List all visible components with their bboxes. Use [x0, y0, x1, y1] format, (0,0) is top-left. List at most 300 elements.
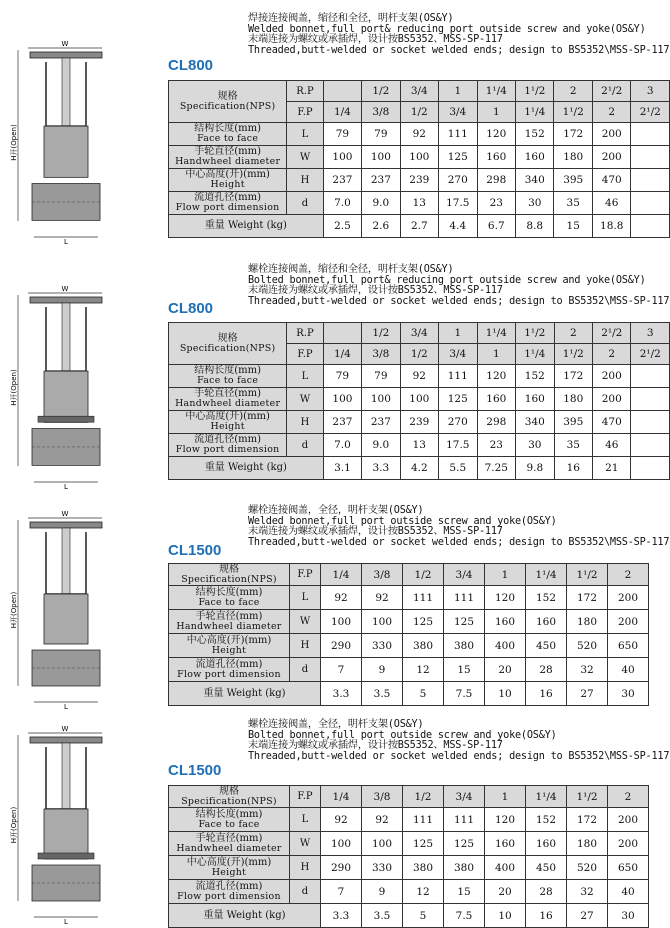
value-cell: 200	[608, 808, 649, 832]
value-cell: 152	[526, 586, 567, 610]
value-cell: 237	[323, 169, 361, 192]
fp-size-cell: 1/4	[323, 344, 361, 365]
value-cell	[631, 388, 670, 411]
value-cell: 152	[516, 123, 554, 146]
rp-size-cell: 3/4	[400, 323, 438, 344]
spec-data-row	[169, 434, 670, 457]
bonnet-shape	[44, 809, 88, 859]
spec-data-row	[169, 634, 649, 658]
value-cell: 100	[362, 832, 403, 856]
empty-cell	[631, 457, 670, 480]
value-cell: 160	[516, 388, 554, 411]
fp-size-cell: 1¹/2	[567, 786, 608, 808]
value-cell: 200	[593, 388, 631, 411]
value-cell: 12	[403, 658, 444, 682]
weight-value-cell: 9.8	[516, 457, 554, 480]
dimension-l-label: L	[64, 918, 68, 925]
row-label-cell	[169, 808, 290, 832]
value-cell: 200	[592, 123, 631, 146]
value-cell: 395	[554, 169, 592, 192]
fp-size-cell: 1/4	[323, 102, 361, 123]
value-cell: 92	[362, 586, 403, 610]
value-cell: 237	[323, 411, 361, 434]
rp-row	[169, 81, 670, 102]
weight-value-cell: 16	[526, 904, 567, 928]
row-label-en: Height	[211, 644, 247, 656]
fp-size-cell: 1¹/4	[526, 564, 567, 586]
row-symbol-cell: L	[290, 586, 321, 610]
rp-size-cell: 2	[554, 81, 592, 102]
dimension-h-label: H开(Open)	[10, 124, 18, 161]
spec-cn: 规格	[219, 785, 239, 797]
value-cell: 30	[516, 434, 554, 457]
handwheel-shape	[30, 52, 102, 58]
fp-size-cell: 3/4	[439, 344, 478, 365]
value-cell: 200	[592, 146, 631, 169]
fp-size-cell: 3/4	[439, 102, 478, 123]
valve-drawing	[6, 725, 124, 925]
value-cell: 298	[477, 411, 516, 434]
value-cell: 100	[362, 388, 400, 411]
value-cell: 13	[400, 192, 438, 215]
row-label-cell	[169, 586, 290, 610]
value-cell: 79	[362, 123, 400, 146]
row-label-en: Handwheel diameter	[176, 842, 282, 854]
value-cell: 160	[477, 146, 515, 169]
spec-data-row	[169, 880, 649, 904]
row-label-en: Flow port dimension	[177, 668, 281, 680]
rp-size-cell: 1¹/4	[477, 323, 516, 344]
header-line: 螺栓连接阀盖，全径，明杆支架(OS&Y)	[248, 719, 424, 730]
value-cell: 650	[608, 634, 649, 658]
row-symbol-cell: W	[290, 610, 321, 634]
value-cell: 470	[592, 169, 631, 192]
stem-shape	[62, 303, 70, 375]
value-cell: 40	[608, 658, 649, 682]
value-cell: 28	[526, 658, 567, 682]
value-cell: 17.5	[439, 434, 478, 457]
weight-value-cell: 3.1	[323, 457, 361, 480]
header-line: 螺栓连接阀盖，缩径和全径，明杆支架(OS&Y)	[248, 264, 454, 275]
weight-value-cell: 6.7	[477, 215, 515, 238]
row-symbol-cell: d	[290, 658, 321, 682]
stem-shape	[62, 743, 70, 813]
fp-size-cell: 1	[477, 344, 516, 365]
value-cell: 100	[323, 146, 361, 169]
header-line: 末端连接为螺纹或承插焊，设计按BS5352、MSS-SP-117	[248, 740, 503, 752]
row-label-cn: 手轮直径(mm)	[194, 146, 262, 157]
valve-drawing	[6, 285, 124, 490]
row-label-cell	[169, 880, 290, 904]
value-cell: 79	[323, 365, 361, 388]
row-label-cell	[169, 856, 290, 880]
fp-size-cell: 3/4	[444, 564, 485, 586]
value-cell: 380	[403, 856, 444, 880]
row-label-en: Height	[210, 179, 245, 190]
value-cell: 180	[567, 832, 608, 856]
spec-data-row	[169, 192, 670, 215]
value-cell: 290	[321, 856, 362, 880]
row-label-cn: 结构长度(mm)	[194, 365, 262, 376]
fp-row	[169, 786, 649, 808]
value-cell: 100	[362, 610, 403, 634]
value-cell: 180	[554, 146, 592, 169]
spec-table	[168, 322, 670, 480]
weight-value-cell: 15	[554, 215, 592, 238]
spec-en: Specification(NPS)	[179, 100, 276, 112]
value-cell: 160	[477, 388, 516, 411]
section-header	[248, 720, 669, 762]
value-cell: 160	[526, 832, 567, 856]
fp-size-cell: 3/8	[362, 344, 400, 365]
spec-data-row	[169, 832, 649, 856]
row-symbol-cell: d	[290, 880, 321, 904]
value-cell: 28	[526, 880, 567, 904]
row-label-cn: 中心高度(开)(mm)	[186, 856, 272, 868]
weight-value-cell: 18.8	[592, 215, 631, 238]
row-label-cell	[169, 123, 287, 146]
rp-size-cell: 1¹/4	[477, 81, 515, 102]
weight-value-cell: 16	[526, 682, 567, 706]
weight-value-cell: 4.4	[439, 215, 478, 238]
value-cell: 100	[321, 610, 362, 634]
row-label-en: Face to face	[198, 596, 260, 608]
fp-size-cell: 1¹/4	[516, 344, 554, 365]
value-cell: 180	[554, 388, 592, 411]
value-cell: 125	[444, 832, 485, 856]
row-label-cn: 结构长度(mm)	[195, 808, 263, 820]
row-label-cn: 流道孔径(mm)	[195, 880, 263, 892]
value-cell: 450	[526, 634, 567, 658]
weight-value-cell: 7.5	[444, 904, 485, 928]
spec-data-row	[169, 856, 649, 880]
fp-size-cell: 1/2	[403, 786, 444, 808]
value-cell: 125	[439, 146, 478, 169]
spec-data-row	[169, 658, 649, 682]
weight-value-cell: 3.3	[321, 682, 362, 706]
row-label-cn: 中心高度(开)(mm)	[186, 634, 272, 646]
weight-value-cell: 10	[485, 904, 526, 928]
weight-value-cell: 3.3	[362, 457, 400, 480]
value-cell: 650	[608, 856, 649, 880]
value-cell: 111	[444, 586, 485, 610]
row-label-cn: 中心高度(开)(mm)	[185, 169, 270, 180]
rp-size-cell: 2	[554, 323, 592, 344]
value-cell: 180	[567, 610, 608, 634]
row-label-cn: 结构长度(mm)	[194, 123, 262, 134]
row-symbol-cell: W	[287, 388, 323, 411]
fp-size-cell: 1¹/2	[567, 564, 608, 586]
value-cell: 239	[400, 169, 438, 192]
row-label-cell	[169, 192, 287, 215]
fp-size-cell: 3/4	[444, 786, 485, 808]
weight-label-cell: 重量 Weight (kg)	[169, 215, 324, 238]
row-symbol-cell: W	[287, 146, 323, 169]
value-cell: 17.5	[439, 192, 478, 215]
rp-size-cell: 1¹/2	[516, 81, 554, 102]
value-cell: 7	[321, 658, 362, 682]
value-cell	[631, 146, 670, 169]
value-cell: 20	[485, 880, 526, 904]
fp-size-cell: 2	[608, 786, 649, 808]
fp-label: F.P	[290, 564, 321, 586]
weight-value-cell: 27	[567, 682, 608, 706]
fp-size-cell: 2	[592, 102, 631, 123]
spec-data-row	[169, 169, 670, 192]
fp-label: F.P	[287, 102, 323, 123]
value-cell: 152	[526, 808, 567, 832]
row-symbol-cell: L	[290, 808, 321, 832]
row-label-cell	[169, 610, 290, 634]
value-cell: 520	[567, 634, 608, 658]
row-label-cell	[169, 411, 287, 434]
value-cell	[631, 365, 670, 388]
value-cell: 120	[477, 365, 516, 388]
row-label-en: Face to face	[197, 375, 259, 386]
spec-data-row	[169, 610, 649, 634]
rp-size-cell	[323, 81, 361, 102]
value-cell: 330	[362, 856, 403, 880]
row-label-en: Handwheel diameter	[176, 620, 282, 632]
spec-en: Specification(NPS)	[181, 795, 277, 807]
rp-size-cell: 1/2	[362, 81, 400, 102]
value-cell: 330	[362, 634, 403, 658]
value-cell: 520	[567, 856, 608, 880]
value-cell: 395	[554, 411, 592, 434]
weight-value-cell: 5	[403, 682, 444, 706]
value-cell	[631, 434, 670, 457]
weight-label-cell: 重量 Weight (kg)	[169, 904, 321, 928]
fp-size-cell: 1¹/4	[516, 102, 554, 123]
row-label-cn: 手轮直径(mm)	[194, 388, 262, 399]
value-cell: 35	[554, 434, 592, 457]
row-label-cell	[169, 365, 287, 388]
row-label-cn: 手轮直径(mm)	[195, 610, 263, 622]
value-cell: 270	[439, 411, 478, 434]
value-cell: 120	[485, 808, 526, 832]
fp-size-cell: 1¹/4	[526, 786, 567, 808]
weight-value-cell: 21	[593, 457, 631, 480]
rp-size-cell: 3	[631, 81, 670, 102]
header-line: Welded bonnet,full port outside screw and yoke(OS&Y)	[248, 515, 557, 527]
valve-drawing-svg	[6, 285, 124, 490]
value-cell: 160	[485, 832, 526, 856]
value-cell: 32	[567, 658, 608, 682]
rp-size-cell	[323, 323, 361, 344]
value-cell: 172	[554, 365, 592, 388]
spec-cn: 规格	[219, 563, 239, 575]
value-cell: 160	[485, 610, 526, 634]
value-cell: 79	[323, 123, 361, 146]
value-cell: 450	[526, 856, 567, 880]
fp-size-cell: 2	[608, 564, 649, 586]
valve-drawing-svg	[6, 725, 124, 925]
row-symbol-cell: L	[287, 365, 323, 388]
weight-label-cell: 重量 Weight (kg)	[169, 457, 324, 480]
dimension-h-label: H开(Open)	[10, 369, 18, 406]
section-header	[248, 506, 669, 548]
row-label-cell	[169, 634, 290, 658]
weight-value-cell: 2.5	[323, 215, 361, 238]
spec-header-cell	[169, 323, 287, 365]
weight-value-cell: 5.5	[439, 457, 478, 480]
dimension-l-label: L	[64, 483, 68, 490]
value-cell: 200	[608, 586, 649, 610]
header-line: Threaded,butt-welded or socket welded ends; design to BS5352\MSS-SP-117	[248, 536, 670, 548]
value-cell: 172	[567, 586, 608, 610]
rp-size-cell: 3	[631, 323, 670, 344]
row-label-en: Flow port dimension	[175, 202, 280, 213]
fp-size-cell: 3/8	[362, 102, 400, 123]
value-cell: 200	[608, 832, 649, 856]
handwheel-shape	[30, 522, 102, 528]
spec-header-cell	[169, 786, 290, 808]
value-cell: 7	[321, 880, 362, 904]
value-cell: 100	[323, 388, 361, 411]
bonnet-flange-shape	[38, 853, 94, 859]
value-cell: 111	[403, 586, 444, 610]
row-label-cn: 流道孔径(mm)	[194, 192, 262, 203]
fp-size-cell: 1	[485, 786, 526, 808]
bonnet-shape	[44, 126, 88, 177]
dimension-h-label: H开(Open)	[10, 806, 18, 844]
header-line: Bolted bonnet,full port outside screw and yoke(OS&Y)	[248, 729, 557, 741]
value-cell: 125	[403, 832, 444, 856]
spec-data-row	[169, 411, 670, 434]
weight-row	[169, 457, 670, 480]
spec-table	[168, 563, 649, 706]
row-label-cell	[169, 832, 290, 856]
row-label-en: Height	[211, 866, 247, 878]
spec-header-cell	[169, 81, 287, 123]
row-symbol-cell: H	[290, 634, 321, 658]
value-cell	[631, 123, 670, 146]
row-label-en: Face to face	[198, 818, 260, 830]
dimension-w-label: W	[61, 40, 69, 48]
weight-label-cell: 重量 Weight (kg)	[169, 682, 321, 706]
value-cell: 380	[444, 634, 485, 658]
spec-cn: 规格	[217, 332, 238, 344]
row-symbol-cell: d	[287, 434, 323, 457]
value-cell: 172	[554, 123, 592, 146]
weight-value-cell: 3.5	[362, 682, 403, 706]
value-cell: 30	[516, 192, 554, 215]
value-cell: 120	[485, 586, 526, 610]
header-line: Bolted bonnet,full port& reducing port outside screw and yoke(OS&Y)	[248, 274, 646, 286]
rp-label: R.P	[287, 323, 323, 344]
weight-value-cell: 27	[567, 904, 608, 928]
rp-label: R.P	[287, 81, 323, 102]
fp-label: F.P	[290, 786, 321, 808]
value-cell: 239	[400, 411, 438, 434]
weight-value-cell: 3.5	[362, 904, 403, 928]
row-label-cell	[169, 388, 287, 411]
value-cell: 12	[403, 880, 444, 904]
header-line: 焊接连接阀盖，缩径和全径，明杆支架(OS&Y)	[248, 13, 454, 24]
value-cell: 46	[592, 192, 631, 215]
fp-size-cell: 1/4	[321, 786, 362, 808]
value-cell: 160	[526, 610, 567, 634]
weight-value-cell: 10	[485, 682, 526, 706]
value-cell: 237	[362, 169, 400, 192]
value-cell: 40	[608, 880, 649, 904]
bonnet-shape	[44, 594, 88, 644]
row-label-cn: 中心高度(开)(mm)	[185, 411, 270, 422]
pressure-class-label: CL1500	[168, 762, 222, 779]
value-cell: 92	[400, 365, 438, 388]
value-cell: 79	[362, 365, 400, 388]
row-label-cn: 手轮直径(mm)	[195, 832, 263, 844]
spec-data-row	[169, 388, 670, 411]
rp-size-cell: 3/4	[400, 81, 438, 102]
value-cell: 9	[362, 658, 403, 682]
pressure-class-label: CL1500	[168, 542, 222, 559]
row-symbol-cell: H	[290, 856, 321, 880]
value-cell: 340	[516, 411, 554, 434]
header-line: 末端连接为螺纹或承插焊，设计按BS5352、MSS-SP-117	[248, 34, 503, 46]
value-cell: 35	[554, 192, 592, 215]
fp-size-cell: 1/4	[321, 564, 362, 586]
spec-data-row	[169, 808, 649, 832]
rp-size-cell: 2¹/2	[592, 81, 631, 102]
weight-row	[169, 682, 649, 706]
header-line: Threaded,butt-welded or socket welded ends; design to BS5352\MSS-SP-117	[248, 44, 670, 56]
fp-size-cell: 1¹/2	[554, 102, 592, 123]
row-label-cn: 结构长度(mm)	[195, 586, 263, 598]
weight-row	[169, 904, 649, 928]
value-cell: 9.0	[362, 434, 400, 457]
value-cell: 125	[403, 610, 444, 634]
rp-size-cell: 1/2	[362, 323, 400, 344]
value-cell: 111	[444, 808, 485, 832]
value-cell: 92	[321, 808, 362, 832]
value-cell: 100	[362, 146, 400, 169]
fp-size-cell: 1/2	[400, 344, 438, 365]
fp-row	[169, 564, 649, 586]
value-cell: 9	[362, 880, 403, 904]
dimension-h-label: H开(Open)	[10, 591, 18, 629]
row-label-cn: 流道孔径(mm)	[195, 658, 263, 670]
value-cell: 23	[477, 192, 515, 215]
value-cell: 200	[608, 610, 649, 634]
spec-en: Specification(NPS)	[179, 342, 276, 354]
value-cell: 400	[485, 634, 526, 658]
value-cell: 92	[400, 123, 438, 146]
header-line: Welded bonnet,full port& reducing port outside screw and yoke(OS&Y)	[248, 23, 646, 35]
value-cell	[631, 411, 670, 434]
value-cell	[631, 169, 670, 192]
row-symbol-cell: L	[287, 123, 323, 146]
rp-size-cell: 2¹/2	[593, 323, 631, 344]
valve-drawing	[6, 510, 124, 710]
value-cell: 152	[516, 365, 554, 388]
fp-size-cell: 1/2	[403, 564, 444, 586]
spec-data-row	[169, 123, 670, 146]
bonnet-shape	[44, 371, 88, 422]
value-cell: 100	[321, 832, 362, 856]
fp-size-cell: 2¹/2	[631, 102, 670, 123]
weight-value-cell: 2.6	[362, 215, 400, 238]
row-symbol-cell: d	[287, 192, 323, 215]
value-cell: 270	[439, 169, 478, 192]
fp-size-cell: 3/8	[362, 564, 403, 586]
value-cell: 298	[477, 169, 515, 192]
fp-size-cell: 3/8	[362, 786, 403, 808]
stem-shape	[62, 58, 70, 130]
weight-value-cell: 5	[403, 904, 444, 928]
handwheel-shape	[30, 737, 102, 743]
row-label-en: Face to face	[197, 133, 259, 144]
